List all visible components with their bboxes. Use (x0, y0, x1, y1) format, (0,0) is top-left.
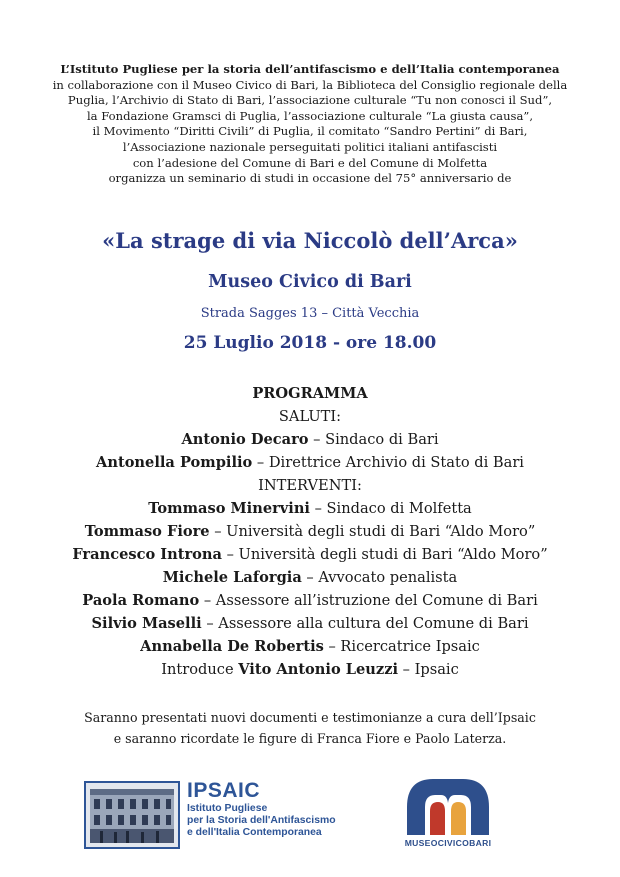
speaker-role: – Sindaco di Bari (308, 431, 439, 448)
speaker-role: – Università degli studi di Bari “Aldo Moro” (209, 523, 536, 540)
ipsaic-subtitle: per la Storia dell'Antifascismo (187, 815, 336, 826)
speaker-row (0, 520, 620, 543)
speaker-role: – Assessore all’istruzione del Comune di Bari (199, 592, 538, 609)
museo-caption: MUSEOCIVICOBARI (404, 838, 492, 848)
speaker-name: Silvio Maselli (91, 615, 202, 632)
event-address: Strada Sagges 13 – Città Vecchia (200, 306, 420, 321)
speaker-name: Antonio Decaro (181, 431, 309, 448)
speaker-row (0, 497, 620, 520)
speaker-role: – Direttrice Archivio di Stato di Bari (252, 454, 524, 471)
moderator-name: Vito Antonio Leuzzi (238, 661, 399, 678)
intro-line: la Fondazione Gramsci di Puglia, l’associazione culturale “La giusta causa”, (86, 108, 534, 123)
speaker-name: Tommaso Fiore (84, 523, 210, 540)
program-section (0, 382, 620, 681)
intro-line: l’Associazione nazionale perseguitati politici italiani antifascisti (122, 139, 498, 154)
intro-line: in collaborazione con il Museo Civico di Bari, la Biblioteca del Consiglio regionale della (52, 77, 568, 92)
intro-line: Puglia, l’Archivio di Stato di Bari, l’associazione culturale “Tu non conosci il Sud”, (67, 93, 553, 108)
event-venue: Museo Civico di Bari (208, 272, 412, 292)
interventi-label: INTERVENTI: (258, 477, 362, 494)
intro-line: con l’adesione del Comune di Bari e del Comune di Molfetta (132, 155, 488, 170)
speaker-row (0, 543, 620, 566)
speaker-row (0, 451, 620, 474)
saluti-label: SALUTI: (278, 408, 342, 425)
speaker-row (0, 428, 620, 451)
event-date: 25 Luglio 2018 - ore 18.00 (183, 333, 437, 353)
speaker-name: Antonella Pompilio (96, 454, 253, 471)
closing-line: Saranno presentati nuovi documenti e testimonianze a cura dell’Ipsaic (84, 710, 536, 725)
museo-civico-logo (403, 775, 493, 855)
speaker-name: Michele Laforgia (162, 569, 302, 586)
speaker-role: – Università degli studi di Bari “Aldo Moro” (221, 546, 548, 563)
speaker-row (0, 635, 620, 658)
intro-line-organizer: L’Istituto Pugliese per la storia dell’antifascismo e dell’Italia contemporanea (60, 62, 560, 76)
closing-note (0, 707, 620, 749)
moderator-role: – Ipsaic (398, 661, 459, 678)
ipsaic-logo (84, 781, 354, 851)
speaker-row (0, 612, 620, 635)
speaker-name: Annabella De Robertis (140, 638, 324, 655)
speaker-name: Tommaso Minervini (148, 500, 310, 517)
intro-paragraph (20, 62, 600, 187)
speaker-role: – Ricercatrice Ipsaic (323, 638, 480, 655)
speaker-row (0, 589, 620, 612)
speaker-name: Paola Romano (82, 592, 200, 609)
speaker-role: – Avvocato penalista (301, 569, 458, 586)
ipsaic-wordmark (187, 779, 357, 839)
program-heading: PROGRAMMA (252, 385, 368, 402)
museo-arch-icon (403, 775, 493, 837)
event-title: «La strage di via Niccolò dell’Arca» (102, 228, 518, 253)
moderator-prefix: Introduce (161, 661, 239, 678)
speaker-role: – Sindaco di Molfetta (309, 500, 472, 517)
speaker-role: – Assessore alla cultura del Comune di Bari (201, 615, 529, 632)
ipsaic-subtitle: e dell'Italia Contemporanea (187, 827, 322, 838)
intro-line: organizza un seminario di studi in occasione del 75° anniversario de (108, 171, 512, 186)
speaker-name: Francesco Introna (72, 546, 222, 563)
moderator-row (0, 658, 620, 681)
building-photo-icon (84, 781, 180, 849)
speaker-row (0, 566, 620, 589)
closing-line: e saranno ricordate le figure di Franca Fiore e Paolo Laterza. (113, 731, 507, 746)
ipsaic-subtitle: Istituto Pugliese (187, 803, 268, 814)
intro-line: il Movimento “Diritti Civili” di Puglia, il comitato “Sandro Pertini” di Bari, (92, 124, 528, 139)
ipsaic-name: IPSAIC (187, 779, 261, 802)
